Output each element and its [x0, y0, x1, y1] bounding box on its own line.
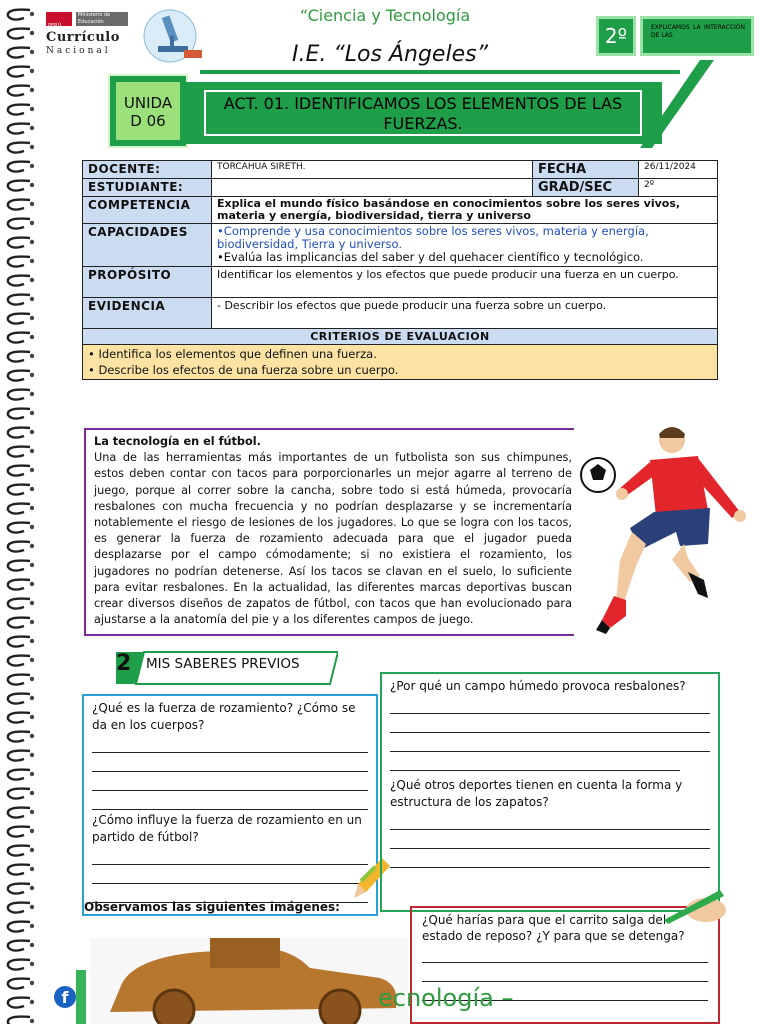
spiral-hole	[30, 639, 34, 643]
logo-subtitle: Nacional	[46, 46, 111, 56]
spiral-hole	[30, 316, 34, 320]
spiral-ring	[8, 675, 30, 685]
spiral-hole	[30, 297, 34, 301]
spiral-ring	[8, 580, 30, 590]
microscope-icon	[140, 6, 206, 64]
footer-title: ecnología –	[378, 984, 514, 1012]
spiral-ring	[8, 884, 30, 894]
school-name: I.E. “Los Ángeles”	[292, 42, 488, 67]
spiral-ring	[8, 599, 30, 609]
answer-line[interactable]	[390, 849, 710, 868]
answer-line[interactable]	[92, 734, 368, 753]
spiral-hole	[30, 430, 34, 434]
peru-flag: PERÚ	[46, 12, 72, 26]
spiral-ring	[8, 1017, 30, 1024]
spiral-hole	[30, 145, 34, 149]
spiral-hole	[30, 449, 34, 453]
spiral-ring	[8, 808, 30, 818]
capacidades-label: CAPACIDADES	[83, 224, 212, 267]
spiral-ring	[8, 637, 30, 647]
spiral-hole	[30, 183, 34, 187]
answer-line[interactable]	[92, 791, 368, 810]
logo-title: Currículo	[46, 30, 120, 45]
spiral-hole	[30, 563, 34, 567]
spiral-ring	[8, 922, 30, 932]
spiral-hole	[30, 753, 34, 757]
spiral-ring	[8, 200, 30, 210]
spiral-ring	[8, 656, 30, 666]
spiral-ring	[8, 941, 30, 951]
spiral-hole	[30, 126, 34, 130]
proposito-value: Identificar los elementos y los efectos que puede producir una fuerza en un cuerpo.	[212, 267, 718, 298]
criterios-list	[83, 345, 718, 380]
spiral-ring	[8, 390, 30, 400]
spiral-ring	[8, 751, 30, 761]
answer-line[interactable]	[422, 963, 708, 982]
capacidad-2: •Evalúa las implicancias del saber y del quehacer científico y tecnológico.	[217, 250, 644, 264]
spiral-hole	[30, 829, 34, 833]
competencia-value: Explica el mundo físico basándose en conocimientos sobre los seres vivos, materia y energía, biodiversidad, tierra y universo	[212, 197, 718, 224]
spiral-ring	[8, 770, 30, 780]
spiral-ring	[8, 219, 30, 229]
spiral-ring	[8, 485, 30, 495]
answer-line[interactable]	[390, 830, 710, 849]
proposito-label: PROPÓSITO	[83, 267, 212, 298]
activity-banner	[186, 82, 662, 144]
spiral-hole	[30, 582, 34, 586]
curriculo-nacional-logo	[46, 12, 136, 60]
spiral-ring	[8, 827, 30, 837]
spiral-ring	[8, 865, 30, 875]
spiral-ring	[8, 333, 30, 343]
spiral-ring	[8, 542, 30, 552]
spiral-ring	[8, 409, 30, 419]
spiral-ring	[8, 295, 30, 305]
spiral-ring	[8, 694, 30, 704]
spiral-hole	[30, 202, 34, 206]
spiral-hole	[30, 354, 34, 358]
gradsec-value: 2º	[639, 179, 718, 197]
spiral-hole	[30, 278, 34, 282]
fecha-label: FECHA	[533, 161, 639, 179]
wooden-toy-car-image	[90, 938, 408, 1024]
spiral-ring	[8, 523, 30, 533]
docente-label: DOCENTE:	[83, 161, 212, 179]
evidencia-label: EVIDENCIA	[83, 298, 212, 329]
spiral-binding	[0, 0, 44, 1024]
spiral-hole	[30, 943, 34, 947]
spiral-hole	[30, 12, 34, 16]
spiral-hole	[30, 373, 34, 377]
spiral-ring	[8, 618, 30, 628]
answer-line[interactable]	[390, 733, 710, 752]
spiral-hole	[30, 924, 34, 928]
spiral-hole	[30, 696, 34, 700]
spiral-ring	[8, 143, 30, 153]
spiral-hole	[30, 31, 34, 35]
spiral-hole	[30, 525, 34, 529]
answer-line[interactable]	[390, 714, 710, 733]
spiral-hole	[30, 677, 34, 681]
activity-title: ACT. 01. IDENTIFICAMOS LOS ELEMENTOS DE LAS FUERZAS.	[204, 90, 642, 136]
answer-line[interactable]	[92, 772, 368, 791]
spiral-ring	[8, 276, 30, 286]
spiral-hole	[30, 962, 34, 966]
spiral-hole	[30, 658, 34, 662]
estudiante-value[interactable]	[212, 179, 533, 197]
questions-left-box	[82, 694, 378, 916]
reading-passage	[84, 428, 574, 636]
reading-body: Una de las herramientas más importantes de un futbolista son sus chimpunes, estos deben contar con tacos para porporcionarles un mejor agarre al terreno de juego, porque al correr sobre la cancha, sobre todo si está húmeda, provocaría resbalones con mucha frecuencia y no podrían desplazarse y se incrementaría notablemente el riesgo de lesiones de los jugadores. Lo que se logra con los tacos, es generar la fuerza de rozamiento adecuada para que el jugador pueda desplazarse por el campo cómodamente; si no existiera el rozamiento, los jugadores no podrían detenerse. Así los tacos se clavan en el suelo, lo suficiente para evitar resbalones. En la actualidad, las diferentes marcas deportivas buscan crear diversos diseños de zapatos de fútbol, con tacos que han evolucionado para ajustarse a la anatomía del pie y a los diferentes campos de juego.	[94, 451, 572, 627]
spiral-ring	[8, 124, 30, 134]
answer-line[interactable]	[390, 695, 710, 714]
spiral-hole	[30, 506, 34, 510]
spiral-hole	[30, 487, 34, 491]
reading-title: La tecnología en el fútbol.	[94, 435, 261, 448]
spiral-hole	[30, 867, 34, 871]
spiral-hole	[30, 69, 34, 73]
spiral-ring	[8, 846, 30, 856]
hand-writing-icon	[660, 884, 730, 928]
ministry-label: Ministerio de Educación	[76, 12, 128, 26]
section-2-title: MIS SABERES PREVIOS	[146, 656, 300, 672]
spiral-ring	[8, 979, 30, 989]
grade-badge: 2º	[596, 16, 636, 56]
spiral-hole	[30, 620, 34, 624]
spiral-ring	[8, 105, 30, 115]
spiral-hole	[30, 848, 34, 852]
spiral-hole	[30, 335, 34, 339]
capacidad-1: •Comprende y usa conocimientos sobre los seres vivos, materia y energía, biodiversidad, Tierra y universo.	[217, 224, 649, 251]
spiral-ring	[8, 504, 30, 514]
fecha-value: 26/11/2024	[639, 161, 718, 179]
spiral-ring	[8, 29, 30, 39]
activity-info-table	[82, 160, 718, 380]
answer-line[interactable]	[92, 846, 368, 865]
capacidades-value	[212, 224, 718, 267]
spiral-ring	[8, 257, 30, 267]
unit-label: UNIDA D 06	[116, 82, 180, 140]
spiral-hole	[30, 981, 34, 985]
spiral-hole	[30, 392, 34, 396]
gradsec-label: GRAD/SEC	[533, 179, 639, 197]
criterio-2: • Describe los efectos de una fuerza sobre un cuerpo.	[88, 363, 399, 377]
spiral-hole	[30, 259, 34, 263]
unit-topic-box: EXPLICAMOS LA INTERACCIÓN DE LAS	[640, 16, 754, 56]
spiral-hole	[30, 905, 34, 909]
spiral-hole	[30, 544, 34, 548]
question-5: ¿Qué harías para que el carrito salga del estado de reposo? ¿Y para que se detenga?	[422, 913, 685, 943]
docente-value: TORCAHUA SIRETH.	[212, 161, 533, 179]
competencia-label: COMPETENCIA	[83, 197, 212, 224]
spiral-hole	[30, 791, 34, 795]
spiral-ring	[8, 238, 30, 248]
spiral-ring	[8, 960, 30, 970]
criterios-header: CRITERIOS DE EVALUACION	[83, 329, 718, 345]
answer-line[interactable]	[390, 811, 710, 830]
answer-line[interactable]	[92, 865, 368, 884]
spiral-hole	[30, 1000, 34, 1004]
observe-heading: Observamos las siguientes imágenes:	[84, 900, 340, 914]
spiral-hole	[30, 810, 34, 814]
subject-title: “Ciencia y Tecnología	[299, 6, 471, 25]
spiral-ring	[8, 86, 30, 96]
spiral-hole	[30, 886, 34, 890]
answer-line[interactable]	[390, 752, 680, 771]
spiral-hole	[30, 411, 34, 415]
spiral-ring	[8, 732, 30, 742]
unit-badge	[108, 74, 188, 148]
spiral-hole	[30, 772, 34, 776]
soccer-player-illustration	[580, 420, 758, 635]
spiral-hole	[30, 734, 34, 738]
spiral-hole	[30, 164, 34, 168]
spiral-ring	[8, 162, 30, 172]
spiral-ring	[8, 181, 30, 191]
spiral-ring	[8, 48, 30, 58]
question-4: ¿Qué otros deportes tienen en cuenta la forma y estructura de los zapatos?	[390, 778, 683, 809]
spiral-hole	[30, 715, 34, 719]
evidencia-value: - Describir los efectos que puede producir una fuerza sobre un cuerpo.	[212, 298, 718, 329]
spiral-hole	[30, 601, 34, 605]
spiral-ring	[8, 903, 30, 913]
question-3: ¿Por qué un campo húmedo provoca resbalones?	[390, 679, 686, 693]
spiral-hole	[30, 88, 34, 92]
spiral-ring	[8, 10, 30, 20]
answer-line[interactable]	[92, 753, 368, 772]
question-1: ¿Qué es la fuerza de rozamiento? ¿Cómo se da en los cuerpos?	[92, 701, 356, 732]
spiral-hole	[30, 1019, 34, 1023]
spiral-ring	[8, 998, 30, 1008]
criterio-1: • Identifica los elementos que definen una fuerza.	[88, 347, 377, 361]
spiral-ring	[8, 561, 30, 571]
questions-right-box	[380, 672, 720, 912]
spiral-hole	[30, 221, 34, 225]
estudiante-label: ESTUDIANTE:	[83, 179, 212, 197]
spiral-ring	[8, 428, 30, 438]
answer-line[interactable]	[422, 944, 708, 963]
question-2: ¿Cómo influye la fuerza de rozamiento en un partido de fútbol?	[92, 813, 362, 844]
spiral-ring	[8, 371, 30, 381]
spiral-ring	[8, 447, 30, 457]
spiral-ring	[8, 466, 30, 476]
header-divider	[200, 70, 680, 74]
spiral-hole	[30, 50, 34, 54]
section-2-number: 2	[116, 651, 132, 676]
spiral-ring	[8, 713, 30, 723]
facebook-icon[interactable]: f	[54, 986, 76, 1008]
footer-accent	[76, 970, 86, 1024]
spiral-ring	[8, 789, 30, 799]
spiral-hole	[30, 240, 34, 244]
spiral-ring	[8, 314, 30, 324]
spiral-hole	[30, 468, 34, 472]
spiral-ring	[8, 67, 30, 77]
spiral-hole	[30, 107, 34, 111]
spiral-ring	[8, 352, 30, 362]
